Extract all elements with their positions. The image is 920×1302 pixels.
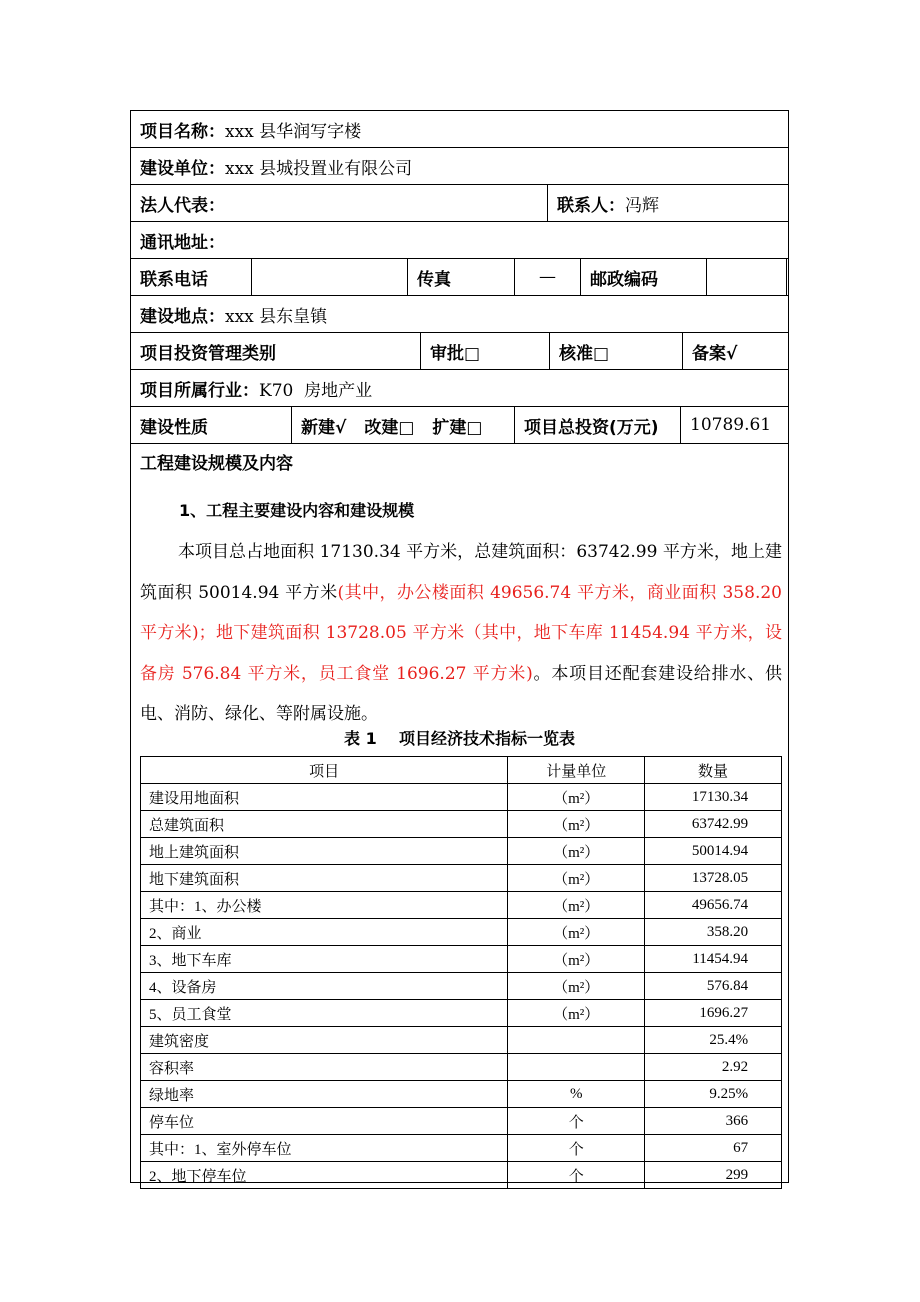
location-value: xxx 县东皇镇 (225, 306, 328, 327)
industry-value: K70 房地产业 (259, 380, 373, 401)
header-item: 项目 (141, 757, 508, 784)
row-item: 其中：1、办公楼 (141, 892, 508, 919)
table-row (141, 811, 782, 838)
row-unit: （m²） (508, 865, 645, 892)
row-qty: 9.25% (709, 1085, 749, 1102)
row-unit: （m²） (508, 838, 645, 865)
table-row (141, 1054, 782, 1081)
section-title: 工程建设规模及内容 (140, 454, 293, 474)
header-qty: 数量 (645, 757, 782, 784)
row-item: 总建筑面积 (141, 811, 508, 838)
row-qty: 576.84 (706, 977, 749, 994)
header-unit: 计量单位 (508, 757, 645, 784)
fax-label: 传真 (407, 259, 514, 295)
nature-label: 建设性质 (140, 417, 208, 438)
row-qty-cell (645, 1081, 782, 1108)
row-unit: （m²） (508, 1000, 645, 1027)
phone-label: 联系电话 (140, 269, 208, 290)
total-invest-value: 10789.61 (680, 407, 788, 443)
table-row (141, 946, 782, 973)
row-location (131, 296, 788, 333)
table-row (141, 1081, 782, 1108)
row-legal-contact (131, 185, 788, 222)
table-row (141, 919, 782, 946)
nature-options (291, 407, 514, 443)
row-qty: 358.20 (706, 923, 749, 940)
table-row (141, 973, 782, 1000)
row-phone-fax-post (131, 259, 788, 296)
row-qty-cell (645, 811, 782, 838)
row-item: 容积率 (141, 1054, 508, 1081)
table-row (141, 1000, 782, 1027)
invest-type-label: 项目投资管理类别 (140, 343, 276, 364)
row-qty: 63742.99 (691, 815, 749, 832)
record-option: 备案√ (682, 333, 788, 369)
row-qty: 49656.74 (691, 896, 749, 913)
row-unit: （m²） (508, 892, 645, 919)
row-qty-cell (645, 1054, 782, 1081)
row-qty-cell (645, 892, 782, 919)
table-header-row (141, 757, 782, 784)
location-label: 建设地点： (140, 306, 225, 327)
table-row (141, 784, 782, 811)
row-unit: 个 (508, 1108, 645, 1135)
table-caption: 表 1 项目经济技术指标一览表 (344, 729, 575, 748)
row-qty-cell (645, 919, 782, 946)
row-qty-cell (645, 865, 782, 892)
table-body (141, 784, 782, 1189)
paragraph-text-1: 本项目总占地面积 17130.34 平方米，总建筑面积：63742.99 平方米，地上建筑面积 50014.94 平方米 (140, 542, 782, 603)
row-item: 地下建筑面积 (141, 865, 508, 892)
paragraph-text-red: (其中，办公楼面积 49656.74 平方米，商业面积 358.20 平方米)；地下建筑面积 13728.05 平方米（其中，地下车库 11454.94 平方米，设备房 576.84 平方米，员工食堂 1696.27 平方米) (140, 582, 782, 684)
postcode-label: 邮政编码 (580, 259, 706, 295)
row-item: 地上建筑面积 (141, 838, 508, 865)
row-project-name (131, 111, 788, 148)
row-item: 其中：1、室外停车位 (141, 1135, 508, 1162)
project-name-label: 项目名称： (140, 121, 225, 142)
row-nature (131, 407, 788, 444)
project-form (130, 110, 789, 1183)
row-qty: 2.92 (721, 1058, 749, 1075)
contact-label: 联系人： (557, 195, 625, 216)
row-builder (131, 148, 788, 185)
address-label: 通讯地址： (140, 232, 225, 253)
row-unit (508, 1027, 645, 1054)
row-unit: （m²） (508, 784, 645, 811)
table-row (141, 1108, 782, 1135)
table-row (141, 1027, 782, 1054)
row-item: 绿地率 (141, 1081, 508, 1108)
row-qty-cell (645, 973, 782, 1000)
row-unit: （m²） (508, 919, 645, 946)
nature-expand: 扩建□ (432, 417, 483, 438)
row-qty: 366 (725, 1112, 749, 1129)
row-unit (508, 1054, 645, 1081)
row-qty: 50014.94 (691, 842, 749, 859)
row-qty-cell (645, 946, 782, 973)
row-qty: 25.4% (709, 1031, 749, 1048)
row-qty: 1696.27 (699, 1004, 749, 1021)
row-qty-cell (645, 1108, 782, 1135)
table-row (141, 838, 782, 865)
row-unit: 个 (508, 1162, 645, 1189)
row-unit: % (508, 1081, 645, 1108)
row-address (131, 222, 788, 259)
table-row (141, 1162, 782, 1189)
row-qty: 17130.34 (691, 788, 749, 805)
row-qty-cell (645, 784, 782, 811)
row-unit: （m²） (508, 946, 645, 973)
paragraph-text-2: 。本项目还配套建设给排水、供电、消防、绿化、等附属设施。 (140, 663, 783, 724)
total-invest-label: 项目总投资(万元) (514, 407, 680, 443)
project-name-value: xxx 县华润写字楼 (225, 121, 362, 142)
approve-option: 审批□ (420, 333, 549, 369)
verify-option: 核准□ (549, 333, 682, 369)
row-unit: （m²） (508, 973, 645, 1000)
row-qty-cell (645, 1027, 782, 1054)
row-qty: 299 (725, 1166, 749, 1183)
row-item: 4、设备房 (141, 973, 508, 1000)
row-item: 停车位 (141, 1108, 508, 1135)
row-qty-cell (645, 838, 782, 865)
row-unit: 个 (508, 1135, 645, 1162)
row-item: 2、商业 (141, 919, 508, 946)
row-qty: 11454.94 (692, 950, 749, 967)
nature-rebuild: 改建□ (364, 417, 415, 438)
row-qty: 67 (733, 1139, 749, 1156)
content-paragraph (140, 532, 782, 735)
row-item: 5、员工食堂 (141, 1000, 508, 1027)
row-qty: 13728.05 (691, 869, 749, 886)
postcode-value (706, 259, 787, 295)
row-industry (131, 370, 788, 407)
legal-rep-label: 法人代表： (140, 195, 225, 216)
row-unit: （m²） (508, 811, 645, 838)
indicators-table (140, 756, 782, 1189)
builder-value: xxx 县城投置业有限公司 (225, 158, 413, 179)
table-row (141, 1135, 782, 1162)
row-qty-cell (645, 1135, 782, 1162)
subsection-title: 1、工程主要建设内容和建设规模 (179, 501, 415, 520)
contact-value: 冯辉 (625, 195, 659, 216)
fax-value: — (514, 259, 580, 295)
row-invest-type (131, 333, 788, 370)
row-qty-cell (645, 1162, 782, 1189)
phone-value (251, 259, 407, 295)
row-item: 建设用地面积 (141, 784, 508, 811)
builder-label: 建设单位： (140, 158, 225, 179)
table-row (141, 892, 782, 919)
table-row (141, 865, 782, 892)
industry-label: 项目所属行业： (140, 380, 259, 401)
nature-new: 新建√ (301, 417, 347, 438)
row-item: 建筑密度 (141, 1027, 508, 1054)
row-item: 3、地下车库 (141, 946, 508, 973)
row-qty-cell (645, 1000, 782, 1027)
row-item: 2、地下停车位 (141, 1162, 508, 1189)
